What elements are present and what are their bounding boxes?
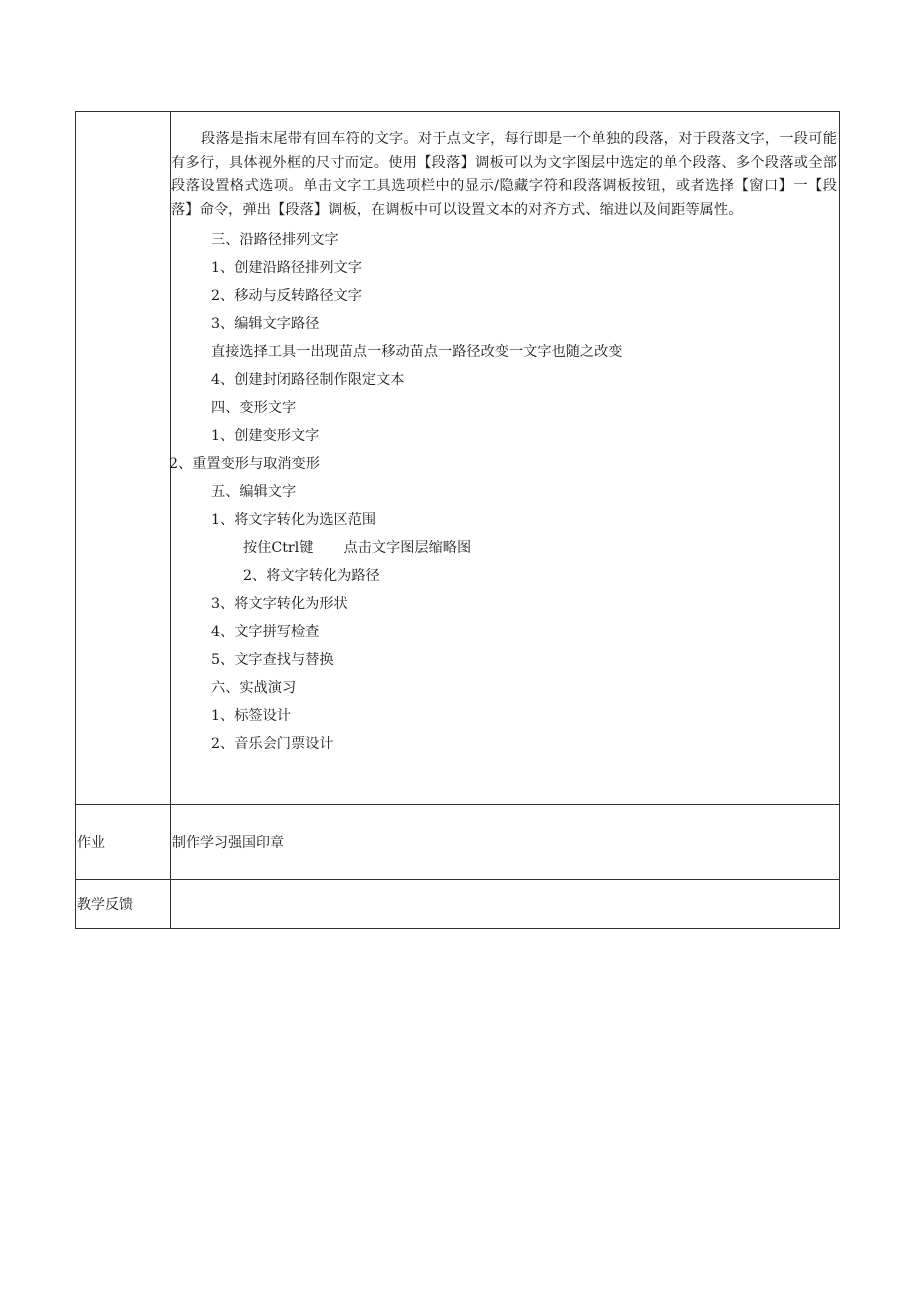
intro-paragraph: 段落是指末尾带有回车符的文字。对于点文字，每行即是一个单独的段落，对于段落文字，一段可能有多行，具体视外框的尺寸而定。使用【段落】调板可以为文字图层中选定的单个段落、多个段落或全部段落设置格式选项。单击文字工具选项栏中的显示/隐藏字符和段落调板按钮，或者选择【窗口】一【段落】命令，弹出【段落】调板，在调板中可以设置文本的对齐方式、缩进以及间距等属性。 (171, 131, 837, 218)
list-item: 4、文字拼写检查 (211, 624, 320, 640)
feedback-label: 教学反馈 (76, 880, 171, 929)
homework-row (76, 805, 840, 880)
list-item-note (171, 534, 837, 562)
content-row (76, 112, 840, 805)
section-heading: 六、实战演习 (211, 680, 297, 696)
list-item: 2、重置变形与取消变形 (169, 456, 320, 472)
note-key: 按住Ctrl键 (243, 540, 314, 556)
list-item-note: 直接选择工具一出现苗点一移动苗点一路径改变一文字也随之改变 (211, 344, 623, 360)
content-label-cell (76, 112, 171, 805)
section-heading: 四、变形文字 (211, 400, 297, 416)
feedback-value (171, 880, 840, 929)
note-action: 点击文字图层缩略图 (343, 540, 472, 556)
list-item: 4、创建封闭路径制作限定文本 (211, 372, 405, 388)
list-item: 1、将文字转化为选区范围 (211, 512, 377, 528)
lesson-plan-table (75, 111, 840, 929)
homework-label: 作业 (76, 805, 171, 880)
list-item: 1、创建沿路径排列文字 (211, 260, 362, 276)
list-item: 2、将文字转化为路径 (243, 568, 380, 584)
list-item: 1、创建变形文字 (211, 428, 320, 444)
list-item: 3、编辑文字路径 (211, 316, 320, 332)
list-item: 1、标签设计 (211, 708, 291, 724)
list-item: 3、将文字转化为形状 (211, 596, 348, 612)
list-item: 5、文字查找与替换 (211, 652, 334, 668)
list-item: 2、音乐会门票设计 (211, 736, 334, 752)
content-cell (171, 112, 840, 805)
homework-value: 制作学习强国印章 (171, 805, 840, 880)
list-item: 2、移动与反转路径文字 (211, 288, 362, 304)
section-heading: 三、沿路径排列文字 (211, 232, 339, 248)
section-heading: 五、编辑文字 (211, 484, 297, 500)
feedback-row (76, 880, 840, 929)
